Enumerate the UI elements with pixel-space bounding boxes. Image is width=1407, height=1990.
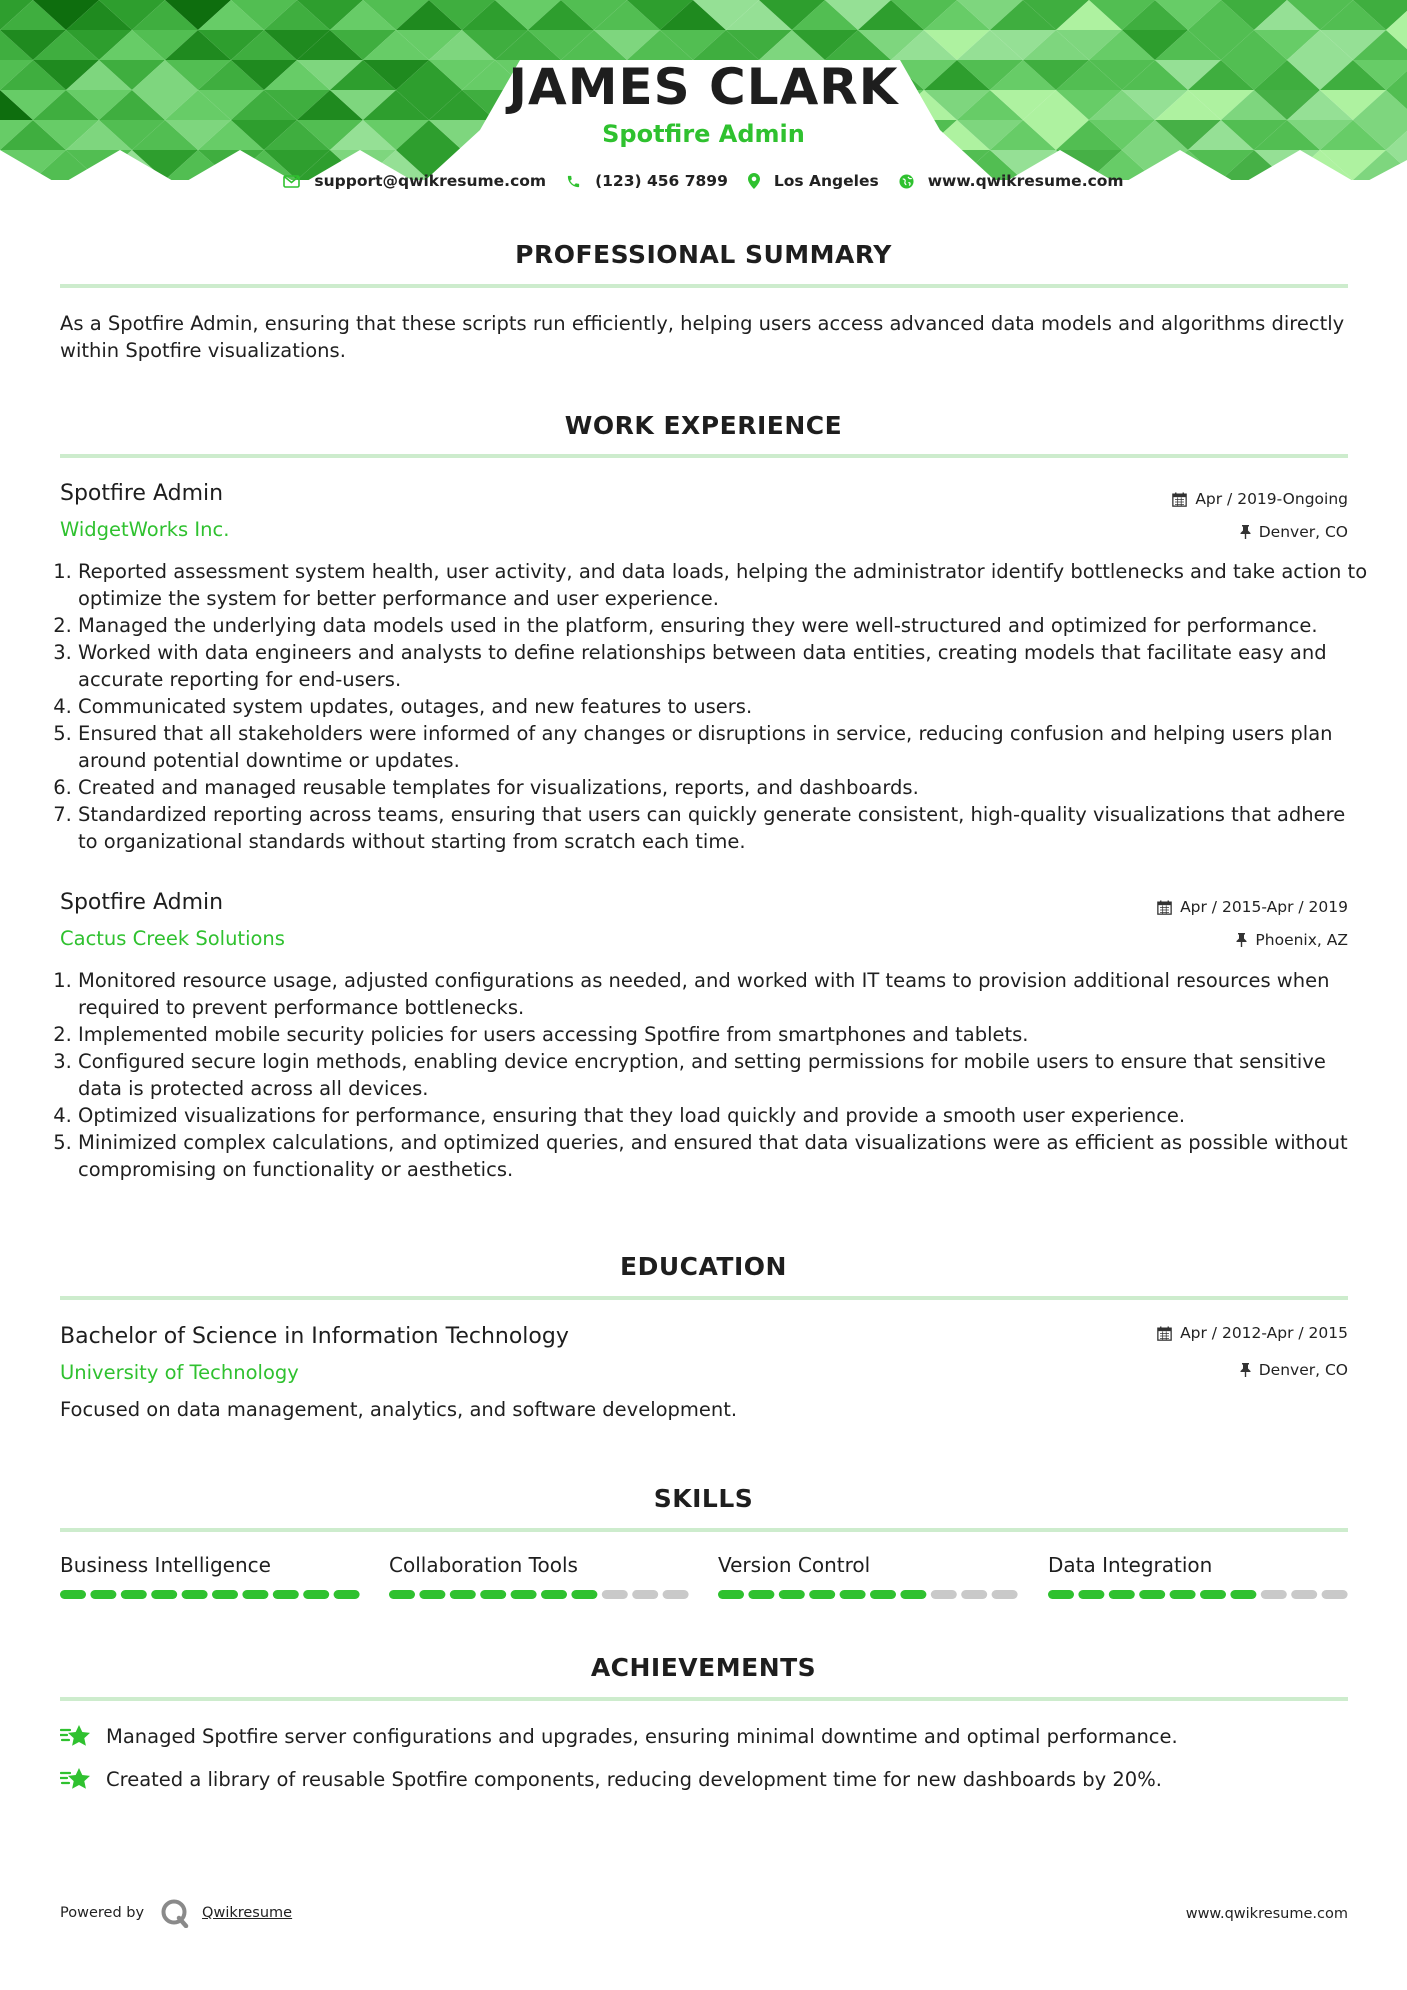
skill-segment-empty: [1322, 1590, 1348, 1599]
skill-item: [1048, 1553, 1348, 1577]
skill-segment-filled: [151, 1590, 177, 1599]
candidate-name: JAMES CLARK: [508, 58, 899, 116]
list-item: 5. Ensured that all stakeholders were informed of any changes or disruptions in service, reducing confusion and helping users plan around potential downtime or updates.: [78, 720, 1368, 774]
job-location: [1236, 931, 1348, 949]
skill-segment-filled: [1109, 1590, 1135, 1599]
skill-segment-filled: [718, 1590, 744, 1599]
achievement-item: [60, 1766, 1162, 1792]
school-name: University of Technology: [60, 1361, 299, 1384]
skill-segment-filled: [273, 1590, 299, 1599]
degree-title: Bachelor of Science in Information Technology: [60, 1324, 569, 1349]
skill-segment-filled: [1230, 1590, 1256, 1599]
skill-segment-empty: [961, 1590, 987, 1599]
contact-location: [748, 172, 879, 190]
list-item: 2. Implemented mobile security policies for users accessing Spotfire from smartphones and tablets.: [78, 1021, 1368, 1048]
job-dates-text: Apr / 2019-Ongoing: [1195, 490, 1348, 508]
job-location: [1240, 523, 1348, 541]
skill-segment-filled: [900, 1590, 926, 1599]
job-responsibilities: [60, 558, 1368, 855]
education-location-text: Denver, CO: [1258, 1361, 1348, 1379]
contact-phone[interactable]: [566, 172, 728, 190]
summary-heading: PROFESSIONAL SUMMARY: [515, 240, 892, 269]
skill-segment-empty: [663, 1590, 689, 1599]
list-item: 2. Managed the underlying data models used in the platform, ensuring they were well-structured and optimized for performance.: [78, 612, 1368, 639]
education-location: [1240, 1361, 1348, 1379]
calendar-icon: [1157, 900, 1172, 915]
skill-segment-filled: [1078, 1590, 1104, 1599]
experience-divider: [60, 454, 1348, 458]
skill-segment-filled: [1139, 1590, 1165, 1599]
list-item: 1. Reported assessment system health, user activity, and data loads, helping the administrator identify bottlenecks and take action to optimize the system for better performance and user experience.: [78, 558, 1368, 612]
phone-text: (123) 456 7899: [595, 172, 728, 190]
achievement-text: Managed Spotfire server configurations and upgrades, ensuring minimal downtime and optimal performance.: [106, 1724, 1178, 1748]
pushpin-icon: [1240, 1363, 1251, 1377]
skill-segment-filled: [121, 1590, 147, 1599]
skill-segment-filled: [571, 1590, 597, 1599]
skill-segment-filled: [541, 1590, 567, 1599]
skill-name: Business Intelligence: [60, 1553, 271, 1577]
list-item: 4. Optimized visualizations for performance, ensuring that they load quickly and provide a smooth user experience.: [78, 1102, 1368, 1129]
skill-name: Version Control: [718, 1553, 871, 1577]
map-pin-icon: [748, 173, 760, 189]
skill-segment-filled: [1170, 1590, 1196, 1599]
skill-segment-filled: [809, 1590, 835, 1599]
job-location-text: Phoenix, AZ: [1255, 931, 1348, 949]
calendar-icon: [1157, 1326, 1172, 1341]
skill-segment-empty: [1261, 1590, 1287, 1599]
envelope-icon: [283, 175, 300, 188]
footer-website[interactable]: www.qwikresume.com: [1185, 1906, 1348, 1922]
education-heading: EDUCATION: [620, 1252, 787, 1281]
skill-segment-empty: [992, 1590, 1018, 1599]
skill-segment-empty: [1291, 1590, 1317, 1599]
list-item: 3. Worked with data engineers and analysts to define relationships between data entities, creating models that facilitate easy and accurate reporting for end-users.: [78, 639, 1368, 693]
star-icon: [60, 1766, 92, 1792]
list-item: 3. Configured secure login methods, enabling device encryption, and setting permissions for mobile users to ensure that sensitive data is protected across all devices.: [78, 1048, 1368, 1102]
skill-segment-filled: [303, 1590, 329, 1599]
qwikresume-link[interactable]: Qwikresume: [202, 1905, 293, 1921]
skill-segment-filled: [450, 1590, 476, 1599]
achievements-heading: ACHIEVEMENTS: [590, 1653, 817, 1682]
job-company: Cactus Creek Solutions: [60, 927, 285, 950]
skill-name: Data Integration: [1048, 1553, 1213, 1577]
skill-segment-filled: [1200, 1590, 1226, 1599]
skill-segment-filled: [748, 1590, 774, 1599]
skill-level-bar: [389, 1590, 689, 1600]
education-divider: [60, 1296, 1348, 1300]
skill-segment-filled: [334, 1590, 360, 1599]
location-text: Los Angeles: [773, 172, 879, 190]
skill-segment-filled: [90, 1590, 116, 1599]
email-text: support@qwikresume.com: [314, 172, 547, 190]
skill-segment-filled: [389, 1590, 415, 1599]
job-dates: [1157, 898, 1348, 916]
contact-email[interactable]: [283, 172, 546, 190]
pushpin-icon: [1240, 525, 1251, 539]
job-company: WidgetWorks Inc.: [60, 518, 230, 541]
education-dates: [1157, 1324, 1348, 1342]
summary-divider: [60, 284, 1348, 288]
skill-segment-filled: [779, 1590, 805, 1599]
powered-by-label: Powered by: [60, 1905, 145, 1921]
skill-level-bar: [718, 1590, 1018, 1600]
skill-segment-filled: [242, 1590, 268, 1599]
list-item: 6. Created and managed reusable templates for visualizations, reports, and dashboards.: [78, 774, 1368, 801]
skill-segment-empty: [931, 1590, 957, 1599]
summary-text: As a Spotfire Admin, ensuring that these scripts run efficiently, helping users access advanced data models and algorithms directly within Spotfire visualizations.: [60, 312, 1345, 362]
skill-segment-filled: [1048, 1590, 1074, 1599]
contact-website[interactable]: [899, 172, 1124, 190]
skill-segment-filled: [212, 1590, 238, 1599]
footer-powered-by: [60, 1898, 292, 1928]
achievement-item: [60, 1723, 1178, 1749]
skill-segment-filled: [419, 1590, 445, 1599]
achievement-text: Created a library of reusable Spotfire components, reducing development time for new dashboards by 20%.: [106, 1767, 1162, 1791]
job-location-text: Denver, CO: [1258, 523, 1348, 541]
candidate-title: Spotfire Admin: [602, 120, 805, 148]
education-description: Focused on data management, analytics, and software development.: [60, 1398, 738, 1421]
skill-segment-empty: [632, 1590, 658, 1599]
skill-item: [718, 1553, 1018, 1577]
list-item: 7. Standardized reporting across teams, ensuring that users can quickly generate consistent, high-quality visualizations that adhere to organizational standards without starting from scratch each time.: [78, 801, 1368, 855]
skill-level-bar: [1048, 1590, 1348, 1600]
achievements-divider: [60, 1697, 1348, 1701]
job-title: Spotfire Admin: [60, 890, 224, 915]
phone-icon: [566, 174, 581, 189]
qwikresume-logo-icon: [160, 1898, 190, 1928]
skill-segment-empty: [602, 1590, 628, 1599]
website-text: www.qwikresume.com: [927, 172, 1124, 190]
list-item: 5. Minimized complex calculations, and optimized queries, and ensured that data visualizations were as efficient as possible without compromising on functionality or aesthetics.: [78, 1129, 1368, 1183]
experience-heading: WORK EXPERIENCE: [564, 411, 843, 440]
job-responsibilities: [60, 967, 1368, 1183]
skill-segment-filled: [511, 1590, 537, 1599]
calendar-icon: [1172, 492, 1187, 507]
skill-segment-filled: [870, 1590, 896, 1599]
list-item: 4. Communicated system updates, outages, and new features to users.: [78, 693, 1368, 720]
skill-name: Collaboration Tools: [389, 1553, 578, 1577]
job-title: Spotfire Admin: [60, 481, 224, 506]
skill-item: [60, 1553, 360, 1577]
education-dates-text: Apr / 2012-Apr / 2015: [1180, 1324, 1348, 1342]
skill-segment-filled: [60, 1590, 86, 1599]
skill-level-bar: [60, 1590, 360, 1600]
skill-segment-filled: [840, 1590, 866, 1599]
skills-divider: [60, 1528, 1348, 1532]
job-dates: [1172, 490, 1348, 508]
skill-item: [389, 1553, 689, 1577]
star-icon: [60, 1723, 92, 1749]
contact-bar: [0, 172, 1407, 190]
skill-segment-filled: [480, 1590, 506, 1599]
job-dates-text: Apr / 2015-Apr / 2019: [1180, 898, 1348, 916]
skills-heading: SKILLS: [653, 1484, 754, 1513]
globe-icon: [899, 174, 914, 189]
list-item: 1. Monitored resource usage, adjusted configurations as needed, and worked with IT teams to provision additional resources when required to prevent performance bottlenecks.: [78, 967, 1368, 1021]
skill-segment-filled: [182, 1590, 208, 1599]
pushpin-icon: [1236, 933, 1247, 947]
